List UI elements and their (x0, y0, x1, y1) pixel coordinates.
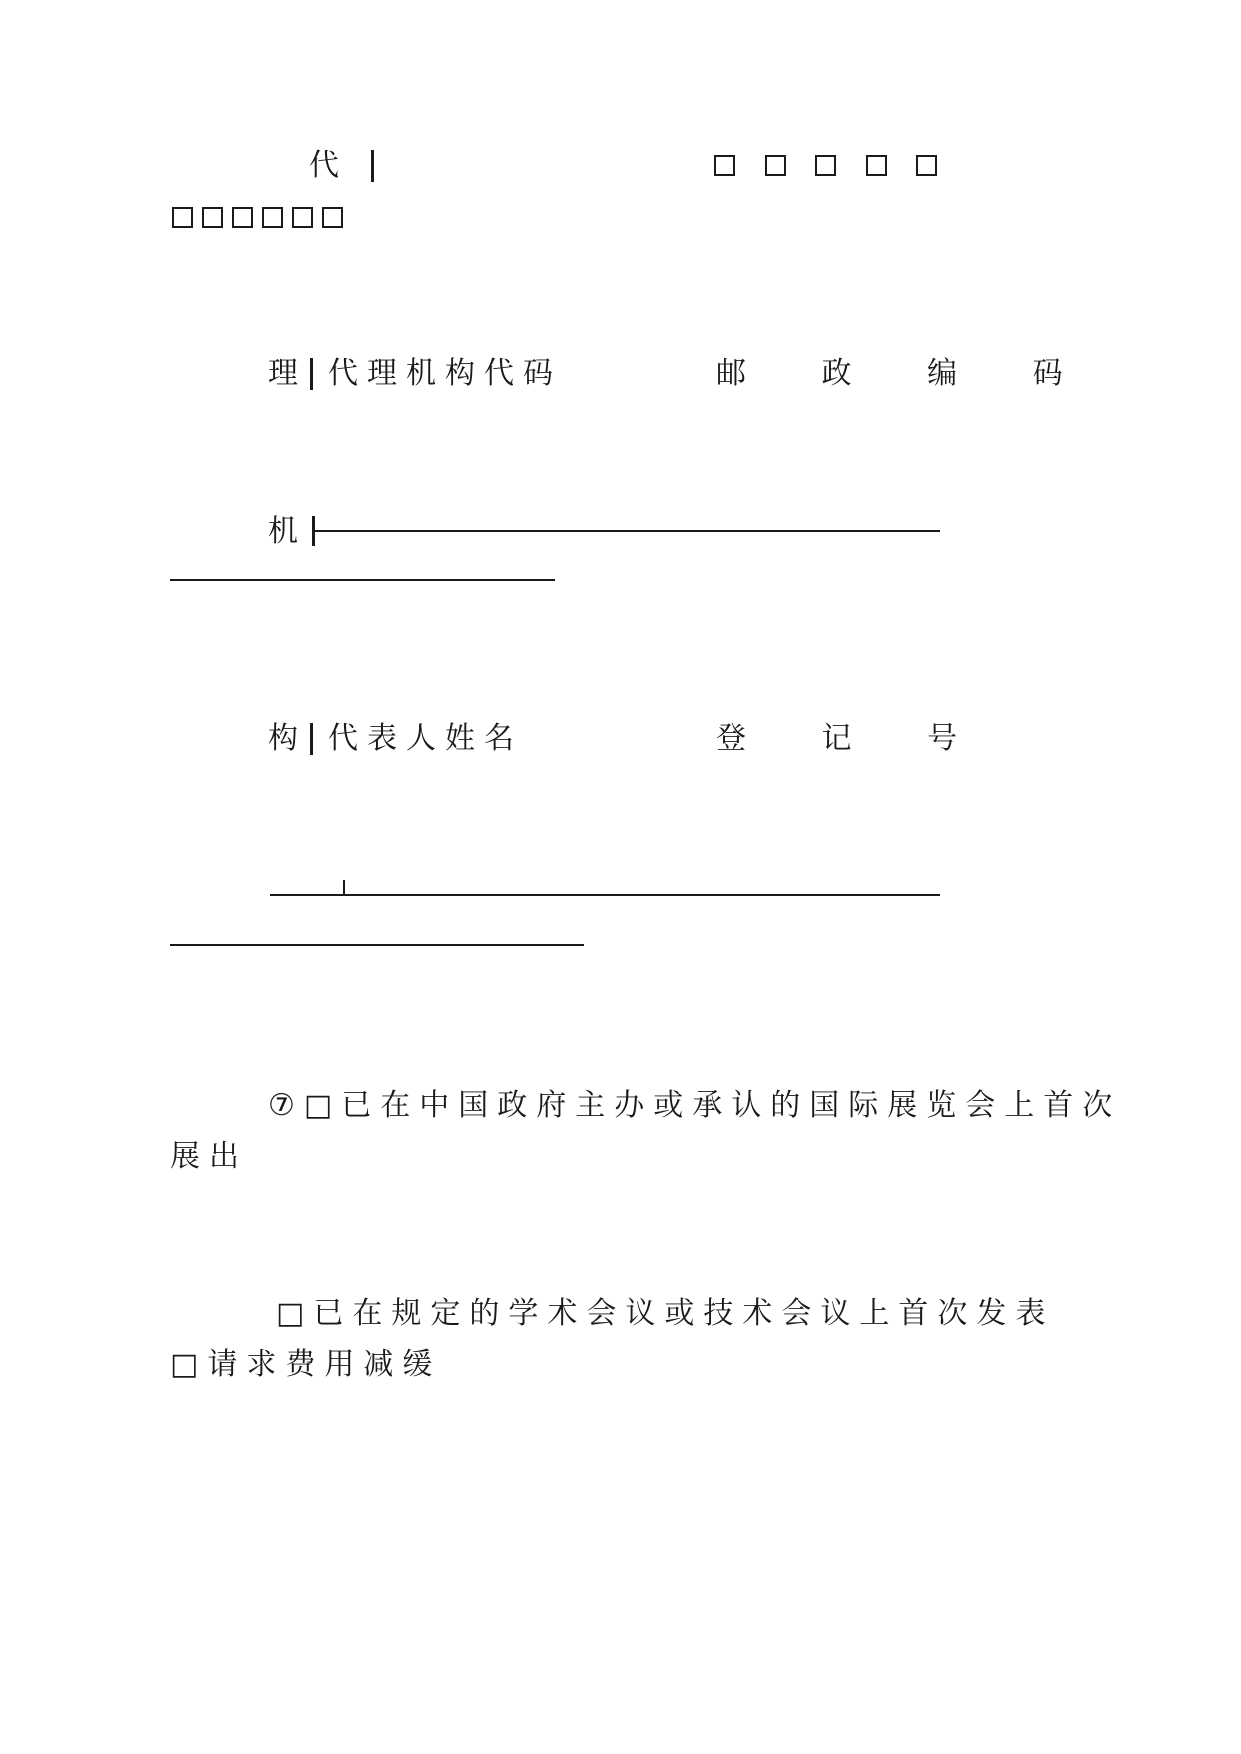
registration-number-label: 登 记 号 (716, 721, 991, 756)
postal-code-box-2[interactable] (765, 155, 786, 176)
exhibition-checkbox-line-cont: 展出 (170, 1139, 248, 1174)
code-box-6[interactable] (322, 207, 343, 228)
agency-label-char-3: 机 (268, 514, 298, 549)
code-box-1[interactable] (172, 207, 193, 228)
column-divider (310, 358, 313, 390)
agency-label-char-4: 构 (268, 721, 298, 756)
table-bottom-rule-continued (170, 944, 584, 946)
row-separator (314, 530, 940, 532)
postal-code-label: 邮 政 编 码 (716, 356, 1096, 391)
conference-checkbox-line: □已在规定的学术会议或技术会议上首次发表 (276, 1296, 1055, 1331)
postal-code-box-1[interactable] (714, 155, 735, 176)
code-box-4[interactable] (262, 207, 283, 228)
column-divider (310, 723, 313, 755)
table-bottom-rule (270, 894, 940, 896)
agency-label-char-2: 理 (268, 356, 298, 391)
code-box-3[interactable] (232, 207, 253, 228)
postal-code-box-5[interactable] (916, 155, 937, 176)
code-box-5[interactable] (292, 207, 313, 228)
representative-name-label: 代表人姓名 (328, 721, 523, 756)
row-separator-continued (170, 579, 555, 581)
column-divider (371, 150, 374, 182)
agency-code-label: 代理机构代码 (328, 356, 562, 391)
column-divider-end (343, 880, 345, 895)
exhibition-checkbox-line: ⑦□已在中国政府主办或承认的国际展览会上首次 (268, 1088, 1122, 1123)
postal-code-box-3[interactable] (815, 155, 836, 176)
postal-code-box-4[interactable] (866, 155, 887, 176)
agency-label-char-1: 代 (309, 148, 339, 183)
fee-reduction-checkbox-line: □请求费用减缓 (170, 1347, 442, 1382)
code-box-2[interactable] (202, 207, 223, 228)
